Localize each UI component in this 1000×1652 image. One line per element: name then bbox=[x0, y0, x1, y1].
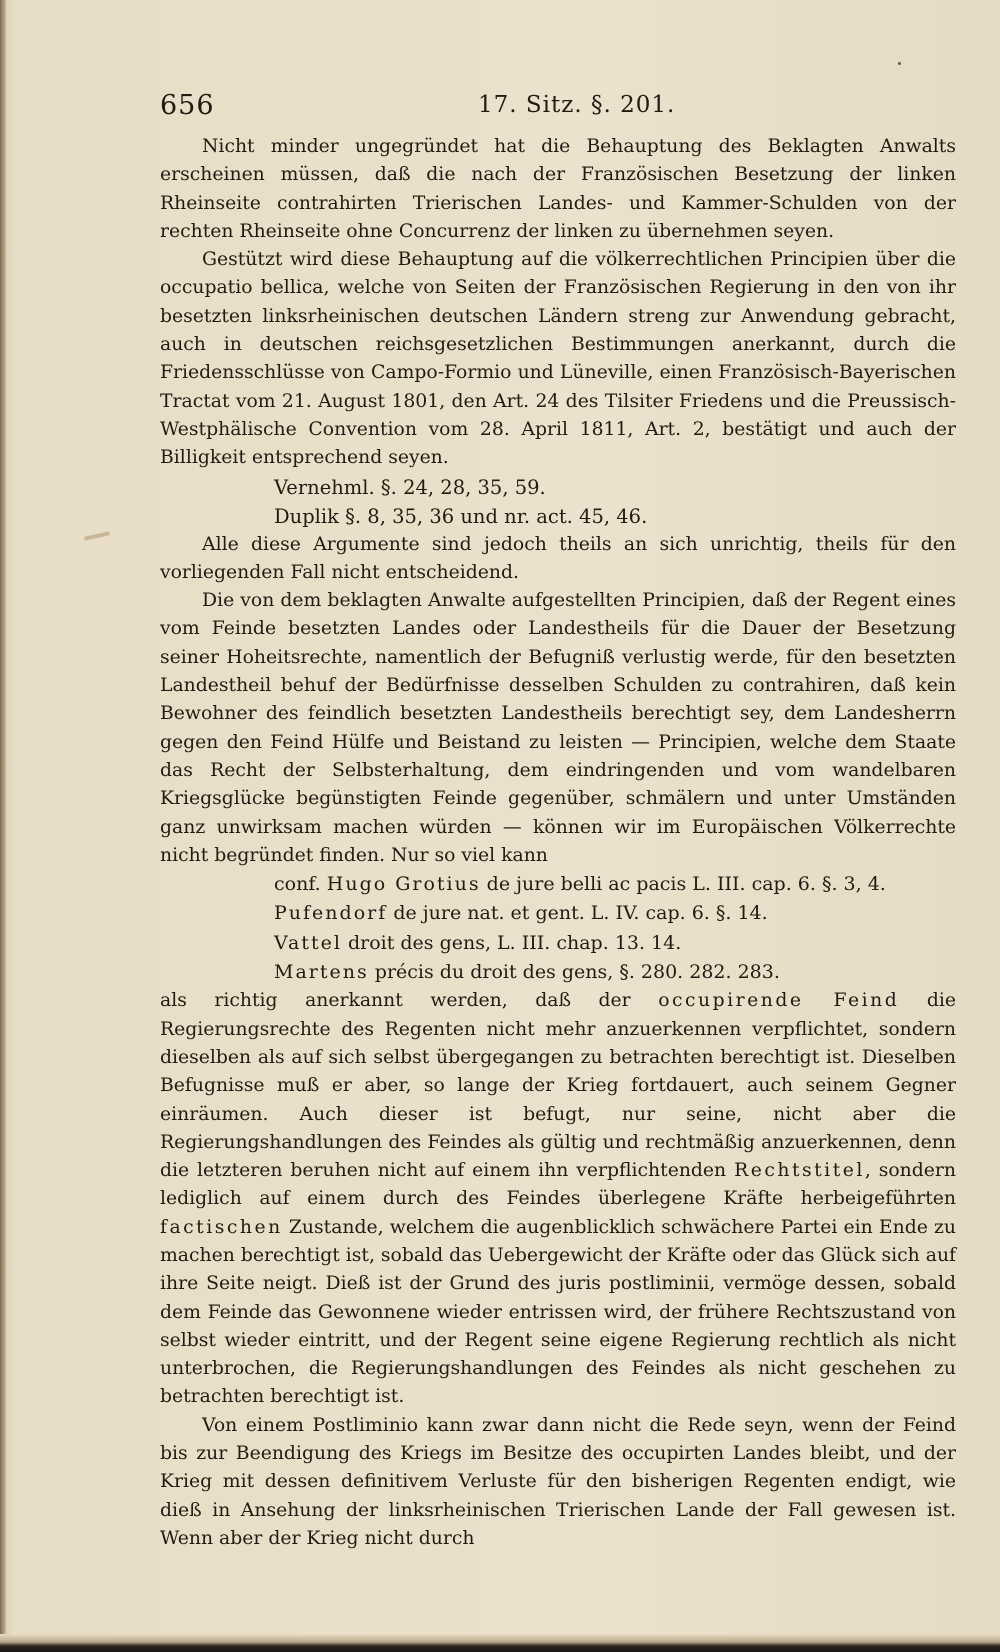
page-number: 656 bbox=[160, 90, 215, 121]
page-bottom-edge bbox=[0, 1634, 1000, 1652]
reference-line: Vernehml. §. 24, 28, 35, 59. bbox=[274, 475, 546, 499]
paragraph bbox=[160, 987, 956, 1411]
citation-text: de jure nat. et gent. L. IV. cap. 6. §. 14. bbox=[393, 902, 768, 925]
text-run: Zustande, welchem die augenblicklich schwächere Partei ein Ende zu machen berechtigt ist, sobald das Uebergewicht der Kräfte oder das Glück sich auf ihre Seite neigt. Dieß ist der Grund des juris postliminii, vermöge dessen, sobald dem Feinde das Gewonnene wieder entrissen wird, der frühere Rechtszustand von selbst wieder eintritt, und der Regent seine eigene Regierung rechtlich als nicht unterbrochen, die Regierungshandlungen des Feindes als nicht geschehen zu betrachten berechtigt ist. bbox=[160, 1216, 956, 1408]
spaced-emphasis: occupirende Feind bbox=[658, 990, 900, 1012]
paragraph: Von einem Postliminio kann zwar dann nicht die Rede seyn, wenn der Feind bis zur Beendigung des Kriegs im Besitze des occupirten Landes bleibt, und der Krieg mit dessen definitivem Verluste für den bisherigen Regenten endigt, wie dieß in Ansehung der linksrheinischen Trierischen Lande der Fall gewesen ist. Wenn aber der Krieg nicht durch bbox=[160, 1414, 956, 1549]
paragraph: Gestützt wird diese Behauptung auf die völkerrechtlichen Principien über die occupatio bellica, welche von Seiten der Französischen Regierung in den von ihr besetzten linksrheinischen deutschen Ländern streng zur Anwendung gebracht, auch in deutschen reichsgesetzlichen Bestimmungen anerkannt, durch die Friedensschlüsse von Campo-Formio und Lüneville, einen Französisch-Bayerischen Tractat vom 21. August 1801, den Art. 24 des Tilsiter Friedens und die Preussisch-Westphälische Convention vom 28. April 1811, Art. 2, bestätigt und auch der Billigkeit entsprechend seyen. bbox=[160, 249, 956, 469]
text-run: als richtig anerkannt werden, daß der bbox=[160, 990, 631, 1012]
text-run: die Regierungsrechte des Regenten nicht mehr anzuerkennen verpflichtet, sondern dieselben als auf sich selbst übergegangen zu betrachten berechtigt ist. Dieselben Befugnisse muß er aber, so lange der Krieg fortdauert, auch seinem Gegner einräumen. Auch dieser ist befugt, nur seine, nicht aber die Regierungshandlungen des Feindes als gültig und rechtmäßig anzuerkennen, denn die letzteren beruhen nicht auf einem ihn verpflichtenden bbox=[160, 990, 956, 1182]
citation-prefix: conf. bbox=[274, 873, 321, 896]
spaced-emphasis: factischen bbox=[160, 1216, 283, 1238]
citation-line bbox=[160, 958, 956, 987]
paragraph: Alle diese Argumente sind jedoch theils an sich unrichtig, theils für den vorliegenden Fall nicht entscheidend. bbox=[160, 533, 956, 583]
citation-author: Martens bbox=[274, 961, 369, 984]
citation-author: Vattel bbox=[274, 931, 342, 954]
spaced-emphasis: Rechtstitel bbox=[734, 1160, 865, 1182]
citation-line bbox=[160, 870, 956, 899]
citation-text: droit des gens, L. III. chap. 13. 14. bbox=[347, 931, 682, 954]
page-stain bbox=[84, 531, 110, 540]
citation-text: de jure belli ac pacis L. III. cap. 6. §. 3, 4. bbox=[486, 873, 886, 896]
page-spine-shadow bbox=[0, 0, 6, 1652]
text-run: , sondern lediglich auf einem durch des Feindes überlegene Kräfte herbeigeführten bbox=[160, 1160, 956, 1210]
ink-speck bbox=[898, 62, 901, 65]
citation-author: Hugo Grotius bbox=[326, 873, 481, 896]
paragraph: Die von dem beklagten Anwalte aufgestellten Principien, daß der Regent eines vom Feinde besetzten Landes oder Landestheils für die Dauer der Besetzung seiner Hoheitsrechte, namentlich der Befugniß verlustig werde, für den besetzten Landestheil behuf der Bedürfnisse desselben Schulden zu contrahiren, daß kein Bewohner des feindlich besetzten Landestheils berechtigt sey, dem Landesherrn gegen den Feind Hülfe und Beistand zu leisten — Principien, welche dem Staate das Recht der Selbsterhaltung, dem eindringenden und vom wandelbaren Kriegsglücke begünstigten Feinde gegenüber, schmälern und unter Umständen ganz unwirksam machen würden — können wir im Europäischen Völkerrechte nicht begründet finden. Nur so viel kann bbox=[160, 590, 956, 866]
running-head: 17. Sitz. §. 201. bbox=[478, 92, 676, 118]
citation-line bbox=[160, 899, 956, 928]
citation-text: précis du droit des gens, §. 280. 282. 283. bbox=[374, 961, 780, 984]
body-text bbox=[160, 133, 956, 1553]
paragraph: Nicht minder ungegründet hat die Behauptung des Beklagten Anwalts erscheinen müssen, daß die nach der Französischen Besetzung der linken Rheinseite contrahirten Trierischen Landes- und Kammer-Schulden von der rechten Rheinseite ohne Concurrenz der linken zu übernehmen seyen. bbox=[160, 136, 956, 242]
page-header bbox=[160, 90, 960, 126]
reference-line: Duplik §. 8, 35, 36 und nr. act. 45, 46. bbox=[274, 504, 648, 528]
citation-author: Pufendorf bbox=[274, 902, 388, 925]
citation-line bbox=[160, 929, 956, 958]
